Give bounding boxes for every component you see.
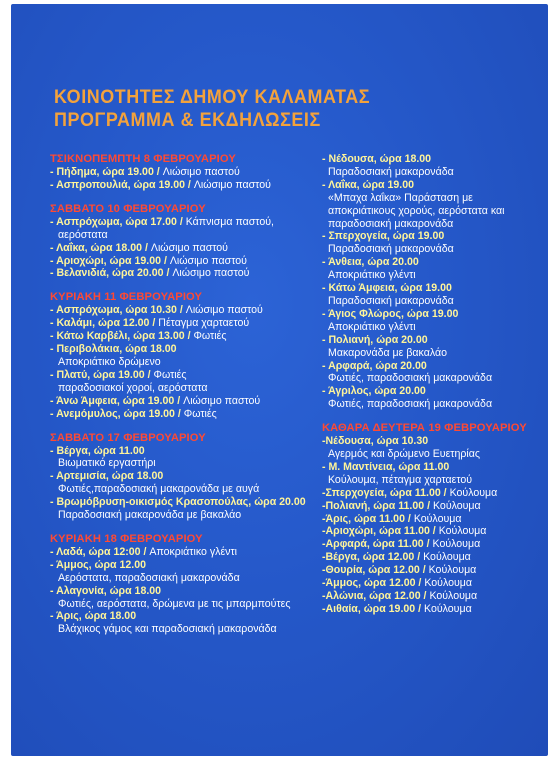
- separator: /: [429, 525, 439, 538]
- event-details: Μακαρονάδα με βακαλάο: [328, 346, 447, 359]
- event-item: [322, 435, 542, 461]
- section-heading: ΚΑΘΑΡΑ ΔΕΥΤΕΡΑ 19 ΦΕΒΡΟΥΑΡΙΟΥ: [322, 422, 527, 435]
- event-row: [322, 538, 542, 551]
- event-item: [322, 487, 542, 500]
- event-place-time: - Ανεμόμυλος, ώρα 19.00: [50, 407, 175, 420]
- event-place-time: - Λαδά, ώρα 12:00: [50, 545, 141, 558]
- event-place-time: - Πήδημα, ώρα 19.00: [50, 166, 154, 178]
- section-heading: ΚΥΡΙΑΚΗ 11 ΦΕΒΡΟΥΑΡΙΟΥ: [50, 291, 203, 304]
- event-row: [50, 559, 320, 572]
- event-row: [322, 256, 542, 269]
- event-description: Κούλουμα: [438, 525, 487, 538]
- event-place-time: - Κάτω Καρβέλι, ώρα 13.00: [50, 330, 185, 343]
- event-row: [322, 551, 542, 564]
- event-item: [322, 461, 542, 487]
- schedule-section: [50, 290, 320, 420]
- event-row: [50, 496, 320, 509]
- event-place-time: - Πλατύ, ώρα 19.00: [50, 368, 145, 381]
- event-place-time: - Άνω Άμφεια, ώρα 19.00: [50, 394, 175, 407]
- event-details: Φωτιές, αερόστατα, δρώμενα με τις μπαρμπούτες: [58, 597, 291, 610]
- schedule-section: [322, 421, 542, 616]
- event-details: Παραδοσιακή μακαρονάδα: [328, 165, 454, 178]
- event-item: [50, 255, 320, 268]
- event-details: Φωτιές,παραδοσιακή μακαρονάδα με αυγά: [58, 483, 260, 496]
- event-item: [322, 577, 542, 590]
- event-place-time: -Αλώνια, ώρα 12.00: [322, 590, 421, 602]
- section-heading: ΚΥΡΙΑΚΗ 18 ΦΕΒΡΟΥΑΡΙΟΥ: [50, 532, 203, 545]
- event-description: Λιώσιμο παστού: [193, 178, 271, 191]
- event-row: [50, 445, 320, 458]
- event-item: [50, 559, 320, 585]
- separator: /: [142, 241, 151, 254]
- event-details: Φωτιές, παραδοσιακή μακαρονάδα: [328, 372, 493, 385]
- event-row: [50, 369, 320, 382]
- event-description: Πέταγμα χαρταετού: [158, 317, 250, 330]
- event-item: [50, 408, 320, 421]
- title-line-2: ΠΡΟΓΡΑΜΜΑ & ΕΚΔΗΛΩΣΕΙΣ: [54, 109, 321, 131]
- event-item: [50, 166, 320, 179]
- event-place-time: - Νέδουσα, ώρα 18.00: [322, 153, 432, 165]
- event-item: [50, 445, 320, 471]
- separator: /: [423, 538, 433, 551]
- section-heading: ΣΑΒΒΑΤΟ 17 ΦΕΒΡΟΥΑΡΙΟΥ: [50, 431, 206, 444]
- event-place-time: - Αρφαρά, ώρα 20.00: [322, 359, 427, 372]
- separator: /: [161, 254, 170, 267]
- event-place-time: - Πολιανή, ώρα 20.00: [322, 333, 428, 346]
- event-place-time: -Νέδουσα, ώρα 10.30: [322, 435, 429, 448]
- event-row: [50, 255, 320, 268]
- event-item: [322, 179, 542, 231]
- event-item: [322, 153, 542, 179]
- event-item: [50, 395, 320, 408]
- event-description: Κούλουμα: [413, 512, 462, 525]
- left-column: [50, 152, 320, 646]
- event-item: [322, 590, 542, 603]
- event-row: [50, 546, 320, 559]
- separator: /: [415, 602, 425, 615]
- separator: /: [144, 368, 154, 381]
- event-description: Κούλουμα: [428, 564, 477, 577]
- event-place-time: -Αιθαία, ώρα 19.00: [322, 602, 416, 615]
- event-row: [322, 153, 542, 166]
- event-details: αερόστατα: [58, 228, 108, 241]
- separator: /: [153, 166, 163, 178]
- event-place-time: -Σπερχογεία, ώρα 11.00: [322, 486, 441, 499]
- event-row: [50, 267, 320, 280]
- event-place-time: - Άμμος, ώρα 12.00: [50, 558, 147, 571]
- event-row: [322, 435, 542, 448]
- event-place-time: - Κάτω Άμφεια, ώρα 19.00: [322, 282, 452, 295]
- event-description: Κούλουμα: [423, 551, 471, 564]
- separator: /: [140, 545, 150, 558]
- event-details: Αερόστατα, παραδοσιακή μακαρονάδα: [58, 571, 240, 584]
- event-row: [50, 395, 320, 408]
- event-place-time: - Άγριλος, ώρα 20.00: [322, 385, 426, 398]
- event-place-time: -Αριοχώρι, ώρα 11.00: [322, 525, 430, 538]
- event-row: [322, 525, 542, 538]
- event-row: [50, 216, 320, 229]
- event-place-time: - Ασπρόχωμα, ώρα 10.30: [50, 304, 177, 317]
- event-description: Φωτιές: [193, 330, 227, 343]
- flyer-title: [54, 86, 486, 132]
- event-details: παραδοσιακοί χοροί, αερόστατα: [58, 381, 208, 394]
- event-row: [322, 590, 542, 603]
- separator: /: [163, 267, 173, 280]
- right-column: [322, 153, 542, 626]
- event-place-time: -Θουρία, ώρα 12.00: [322, 564, 420, 577]
- event-item: [50, 369, 320, 395]
- event-place-time: - Άγιος Φλώρος, ώρα 19.00: [322, 307, 459, 320]
- event-item: [322, 360, 542, 386]
- event-row: [50, 585, 320, 598]
- schedule-section: [50, 152, 320, 192]
- event-row: [50, 470, 320, 483]
- event-place-time: -Άρις, ώρα 11.00: [322, 512, 405, 525]
- event-details: Βλάχικος γάμος και παραδοσιακή μακαρονάδα: [58, 623, 277, 636]
- event-place-time: - Αριοχώρι, ώρα 19.00: [50, 254, 161, 267]
- event-item: [50, 470, 320, 496]
- schedule-section: [322, 153, 542, 411]
- event-item: [50, 343, 320, 369]
- event-place-time: - Σπερχογεία, ώρα 19.00: [322, 230, 445, 243]
- event-row: [50, 304, 320, 317]
- event-item: [50, 179, 320, 192]
- event-item: [322, 564, 542, 577]
- section-heading: ΣΑΒΒΑΤΟ 10 ΦΕΒΡΟΥΑΡΙΟΥ: [50, 202, 206, 215]
- event-row: [50, 610, 320, 623]
- separator: /: [184, 330, 194, 343]
- event-item: [322, 230, 542, 256]
- event-place-time: -Βέργα, ώρα 12.00: [322, 551, 415, 564]
- event-item: [322, 500, 542, 513]
- event-item: [322, 385, 542, 411]
- separator: /: [404, 512, 414, 525]
- event-description: Λιώσιμο παστού: [183, 394, 261, 407]
- event-item: [50, 546, 320, 559]
- event-row: [322, 564, 542, 577]
- event-item: [50, 610, 320, 636]
- separator: /: [174, 394, 184, 407]
- event-details: Παραδοσιακή μακαρονάδα με βακαλάο: [58, 509, 242, 522]
- event-description: Κάπνισμα παστού,: [185, 215, 274, 228]
- event-item: [322, 525, 542, 538]
- event-row: [322, 577, 542, 590]
- event-item: [50, 267, 320, 280]
- event-description: Λιώσιμο παστού: [162, 166, 240, 178]
- event-details: Βιωματικό εργαστήρι: [58, 457, 156, 470]
- event-place-time: - Άρις, ώρα 18.00: [50, 610, 137, 623]
- event-details: Φωτιές, παραδοσιακή μακαρονάδα: [328, 398, 493, 411]
- separator: /: [419, 564, 429, 577]
- separator: /: [149, 317, 159, 330]
- event-row: [322, 282, 542, 295]
- separator: /: [414, 551, 424, 564]
- section-heading: ΤΣΙΚΝΟΠΕΜΠΤΗ 8 ΦΕΒΡΟΥΑΡΙΟΥ: [50, 153, 236, 165]
- event-details: Παραδοσιακή μακαρονάδα: [328, 243, 454, 256]
- event-row: [322, 513, 542, 526]
- event-item: [322, 282, 542, 308]
- event-details: Αγερμός και δρώμενο Ευετηρίας: [328, 448, 480, 461]
- title-line-1: ΚΟΙΝΟΤΗΤΕΣ ΔΗΜΟΥ ΚΑΛΑΜΑΤΑΣ: [54, 86, 371, 108]
- event-description: Λιώσιμο παστού: [169, 254, 247, 267]
- event-item: [50, 585, 320, 611]
- event-place-time: - Άνθεια, ώρα 20.00: [322, 256, 419, 269]
- event-place-time: - Βελανιδιά, ώρα 20.00: [50, 267, 164, 280]
- event-row: [50, 330, 320, 343]
- separator: /: [420, 590, 430, 602]
- event-place-time: -Αρφαρά, ώρα 11.00: [322, 538, 424, 551]
- event-place-time: - Βέργα, ώρα 11.00: [50, 444, 145, 457]
- event-item: [322, 538, 542, 551]
- separator: /: [174, 407, 184, 420]
- event-details: Αποκριάτικο δρώμενο: [58, 355, 161, 368]
- event-item: [50, 330, 320, 343]
- event-place-time: - Ασπρόχωμα, ώρα 17.00: [50, 215, 177, 228]
- event-item: [322, 513, 542, 526]
- event-row: [322, 334, 542, 347]
- event-place-time: - Λαΐκα, ώρα 19.00: [322, 178, 415, 191]
- event-description: Λιώσιμο παστού: [150, 241, 228, 254]
- event-place-time: -Πολιανή, ώρα 11.00: [322, 499, 425, 512]
- event-item: [50, 304, 320, 317]
- event-description: Κούλουμα: [449, 486, 498, 499]
- event-description: Φωτιές: [183, 407, 217, 420]
- event-item: [322, 334, 542, 360]
- event-details: «Μπαχα λαΐκα» Παράσταση με αποκριάτικους χορούς, αερόστατα και παραδοσιακή μακαρονάδα: [328, 191, 505, 230]
- event-details: Αποκριάτικο γλέντι: [328, 320, 416, 333]
- event-place-time: - Μ. Μαντίνεια, ώρα 11.00: [322, 460, 450, 473]
- event-row: [322, 360, 542, 373]
- event-item: [50, 496, 320, 522]
- event-row: [322, 385, 542, 398]
- event-place-time: - Αρτεμισία, ώρα 18.00: [50, 470, 164, 483]
- event-description: Λιώσιμο παστού: [172, 267, 250, 280]
- schedule-section: [50, 532, 320, 636]
- event-description: Κούλουμα: [432, 499, 481, 512]
- event-item: [322, 256, 542, 282]
- separator: /: [415, 577, 425, 590]
- event-description: Κούλουμα: [424, 577, 472, 590]
- event-row: [50, 408, 320, 421]
- event-description: Αποκριάτικο γλέντι: [149, 545, 238, 558]
- event-row: [322, 230, 542, 243]
- event-place-time: - Λαΐκα, ώρα 18.00: [50, 241, 143, 254]
- event-item: [50, 317, 320, 330]
- event-place-time: - Ασπροπουλιά, ώρα 19.00: [50, 178, 185, 191]
- schedule-section: [50, 431, 320, 522]
- event-place-time: - Βρωμόβρυση-οικισμός Κρασοπούλας, ώρα 20.00: [50, 496, 306, 509]
- event-place-time: -Άμμος, ώρα 12.00: [322, 577, 416, 590]
- event-description: Φωτιές: [153, 368, 187, 381]
- event-row: [322, 308, 542, 321]
- event-place-time: - Καλάμι, ώρα 12.00: [50, 317, 150, 330]
- event-row: [50, 166, 320, 179]
- event-row: [322, 487, 542, 500]
- event-item: [322, 551, 542, 564]
- event-item: [322, 308, 542, 334]
- event-row: [322, 603, 542, 616]
- event-row: [322, 179, 542, 192]
- event-description: Κούλουμα: [429, 590, 478, 602]
- event-row: [50, 317, 320, 330]
- event-description: Κούλουμα: [424, 602, 472, 615]
- separator: /: [176, 304, 186, 317]
- event-details: Παραδοσιακή μακαρονάδα: [328, 294, 454, 307]
- event-item: [50, 216, 320, 242]
- event-place-time: - Αλαγονία, ώρα 18.00: [50, 584, 162, 597]
- event-row: [322, 500, 542, 513]
- event-details: Κούλουμα, πέταγμα χαρταετού: [328, 473, 473, 486]
- separator: /: [176, 215, 186, 228]
- event-description: Λιώσιμο παστού: [185, 304, 263, 317]
- event-row: [50, 343, 320, 356]
- event-details: Αποκριάτικο γλέντι: [328, 269, 416, 282]
- event-description: Κούλουμα: [432, 538, 481, 551]
- schedule-section: [50, 202, 320, 281]
- separator: /: [184, 178, 194, 191]
- event-row: [322, 461, 542, 474]
- separator: /: [440, 486, 450, 499]
- event-item: [50, 242, 320, 255]
- event-place-time: - Περιβολάκια, ώρα 18.00: [50, 343, 177, 356]
- event-row: [50, 242, 320, 255]
- separator: /: [424, 499, 433, 512]
- event-row: [50, 179, 320, 192]
- event-item: [322, 603, 542, 616]
